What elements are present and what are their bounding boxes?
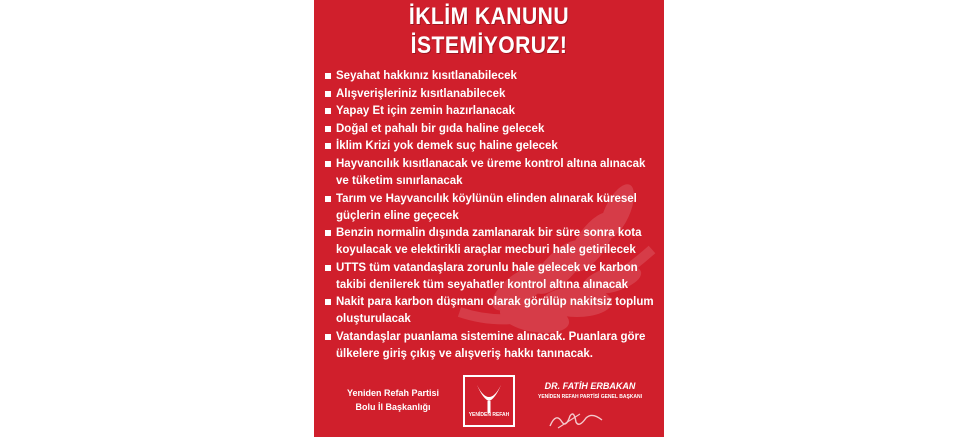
poster-title-line2: İSTEMİYORUZ!	[410, 32, 568, 59]
list-item	[322, 68, 660, 85]
list-item-text: Tarım ve Hayvancılık köylünün elinden alınarak küresel güçlerin eline geçecek	[336, 192, 637, 222]
list-item-text: Yapay Et için zemin hazırlanacak	[336, 105, 515, 118]
list-item	[322, 138, 660, 155]
poster-title-line1: İKLİM KANUNU	[408, 3, 570, 30]
bullet-icon	[325, 108, 331, 114]
bullet-icon	[325, 126, 331, 132]
bullet-icon	[325, 73, 331, 79]
party-name	[328, 386, 458, 414]
bullet-icon	[325, 334, 331, 340]
poster-footer	[314, 372, 664, 437]
poster	[314, 0, 664, 437]
list-item-text: Vatandaşlar puanlama sistemine alınacak. Puanlara göre ülkelere giriş çıkış ve alışveriş hakkı tanınacak.	[336, 330, 646, 360]
leader-name: DR. FATİH ERBAKAN	[544, 381, 636, 391]
bullet-icon	[325, 265, 331, 271]
party-logo	[463, 375, 515, 427]
party-name-line1: Yeniden Refah Partisi	[346, 388, 440, 398]
list-item-text: Seyahat hakkınız kısıtlanabilecek	[336, 70, 517, 82]
list-item-text: Alışverişleriniz kısıtlanabilecek	[336, 87, 506, 100]
list-item-text: UTTS tüm vatandaşlara zorunlu hale gelecek ve karbon takibi denilerek tüm seyahatler kontrol altına alınacak	[336, 261, 638, 291]
list-item	[322, 86, 660, 103]
list-item	[322, 260, 660, 294]
claims-list	[322, 68, 660, 363]
list-item-text: Nakit para karbon düşmanı olarak görülüp nakitsiz toplum oluşturulacak	[336, 296, 654, 326]
list-item	[322, 121, 660, 138]
list-item	[322, 103, 660, 120]
list-item-text: Hayvancılık kısıtlanacak ve üreme kontrol altına alınacak ve tüketim sınırlanacak	[336, 157, 646, 187]
bullet-icon	[325, 91, 331, 97]
list-item	[322, 191, 660, 225]
party-logo-text: YENİDEN REFAH	[468, 412, 510, 418]
party-name-line2: Bolu İl Başkanlığı	[355, 402, 431, 412]
bullet-icon	[325, 196, 331, 202]
signature-icon	[546, 408, 606, 432]
bullet-icon	[325, 161, 331, 167]
leader-role: YENİDEN REFAH PARTİSİ GENEL BAŞKANI	[538, 394, 642, 400]
list-item-text: Benzin normalin dışında zamlanarak bir süre sonra kota koyulacak ve elektirikli araçlar mecburi hale getirilecek	[336, 227, 642, 257]
list-item	[322, 156, 660, 190]
leader-block	[520, 381, 660, 400]
list-item-text: İklim Krizi yok demek suç haline gelecek	[336, 140, 558, 153]
list-item	[322, 225, 660, 259]
bullet-icon	[325, 143, 331, 149]
list-item	[322, 294, 660, 328]
list-item-text: Doğal et pahalı bir gıda haline gelecek	[336, 122, 545, 135]
list-item	[322, 329, 660, 363]
bullet-icon	[325, 230, 331, 236]
bullet-icon	[325, 299, 331, 305]
